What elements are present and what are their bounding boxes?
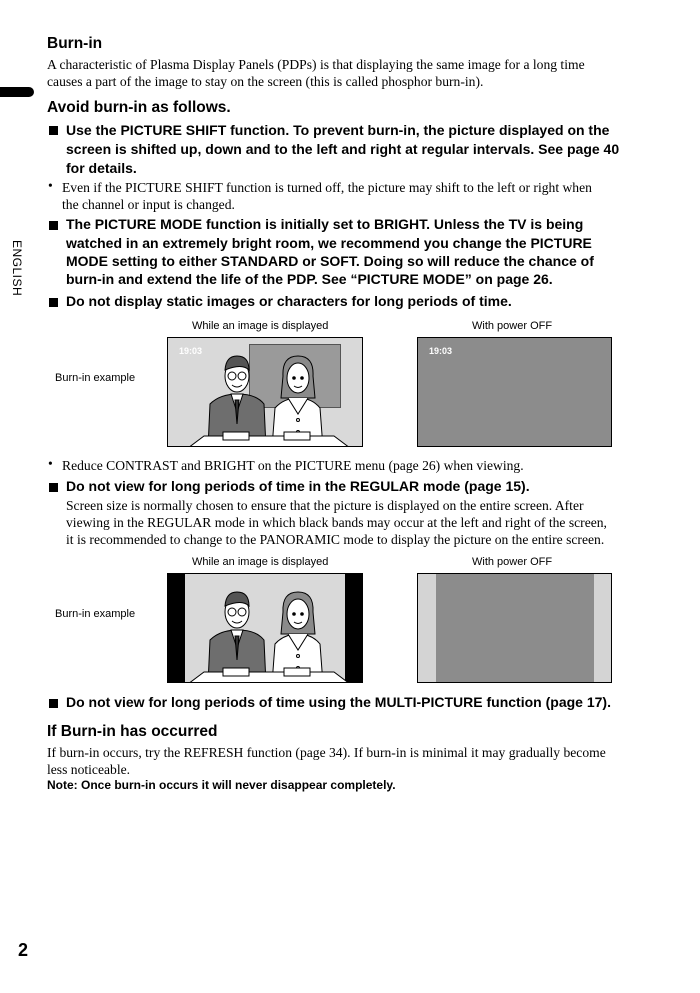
bullet-square-icon — [49, 298, 58, 307]
section-heading-avoid: Avoid burn-in as follows. — [47, 99, 231, 116]
figure1-clock-left: 19:03 — [179, 346, 203, 356]
figure1-screen-on — [167, 337, 363, 447]
avoid-item2-line4: burn-in and extend the life of the PDP. See “PICTURE MODE” on page 26. — [66, 271, 553, 287]
figure1-clock-right: 19:03 — [429, 346, 453, 356]
figure1-caption-right: With power OFF — [472, 320, 553, 332]
occurred-note: Note: Once burn-in occurs it will never disappear completely. — [47, 778, 396, 792]
avoid-item1-line3: for details. — [66, 160, 137, 176]
avoid-item1-line1: Use the PICTURE SHIFT function. To prevent burn-in, the picture displayed on the — [66, 122, 610, 138]
burnin-band-right — [594, 574, 612, 683]
burnin-band-left — [418, 574, 436, 683]
bullet-dot-icon: • — [48, 456, 53, 471]
avoid-item2-line1: The PICTURE MODE function is initially set to BRIGHT. Unless the TV is being — [66, 216, 584, 232]
people-illustration — [168, 338, 363, 447]
avoid-item4-desc-line2: viewing in the REGULAR mode in which black bands may occur at the left and right of the screen, — [66, 515, 607, 530]
figure2-screen-on — [167, 573, 363, 683]
avoid-item3: Do not display static images or characters for long periods of time. — [66, 293, 512, 309]
figure2-caption-left: While an image is displayed — [192, 556, 329, 568]
avoid-item4-desc-line1: Screen size is normally chosen to ensure that the picture is displayed on the entire screen. After — [66, 498, 584, 513]
avoid-item4: Do not view for long periods of time in the REGULAR mode (page 15). — [66, 478, 530, 494]
avoid-item4-desc-line3: it is recommended to change to the PANORAMIC mode to display the picture on the entire screen. — [66, 532, 605, 547]
side-tab-language: ENGLISH — [10, 240, 24, 297]
occurred-text-line2: less noticeable. — [47, 762, 131, 777]
side-tab-marker — [0, 87, 34, 97]
figure1-screen-off — [417, 337, 612, 447]
bullet-square-icon — [49, 483, 58, 492]
figure2-label: Burn-in example — [55, 608, 136, 620]
avoid-item5: Do not view for long periods of time using the MULTI-PICTURE function (page 17). — [66, 694, 611, 710]
figure2-caption-right: With power OFF — [472, 556, 553, 568]
avoid-item2-line2: watched in an extremely bright room, we recommend you change the PICTURE — [66, 235, 592, 251]
avoid-item1-line2: screen is shifted up, down and to the left and right at regular intervals. See page 40 — [66, 141, 620, 157]
occurred-text-line1: If burn-in occurs, try the REFRESH function (page 34). If burn-in is minimal it may gradually become — [47, 745, 606, 760]
section-heading-occurred: If Burn-in has occurred — [47, 723, 218, 740]
bullet-dot-icon: • — [48, 178, 53, 193]
burnin-intro-line2: causes a part of the image to stay on the screen (this is called phosphor burn-in). — [47, 74, 484, 89]
page-number: 2 — [18, 940, 29, 960]
bullet-square-icon — [49, 221, 58, 230]
figure1-caption-left: While an image is displayed — [192, 320, 329, 332]
people-illustration — [168, 574, 363, 683]
figure1-label: Burn-in example — [55, 372, 136, 384]
figure2-screen-off — [417, 573, 612, 683]
avoid-note1-line1: Even if the PICTURE SHIFT function is turned off, the picture may shift to the left or right when — [62, 180, 592, 195]
avoid-note2: Reduce CONTRAST and BRIGHT on the PICTURE menu (page 26) when viewing. — [62, 458, 524, 473]
avoid-item2-line3: MODE setting to either STANDARD or SOFT. Doing so will reduce the chance of — [66, 253, 594, 269]
bullet-square-icon — [49, 126, 58, 135]
section-heading-burnin: Burn-in — [47, 35, 103, 52]
bullet-square-icon — [49, 699, 58, 708]
burnin-intro-line1: A characteristic of Plasma Display Panels (PDPs) is that displaying the same image for a long time — [47, 57, 585, 72]
avoid-note1-line2: the channel or input is changed. — [62, 197, 235, 212]
